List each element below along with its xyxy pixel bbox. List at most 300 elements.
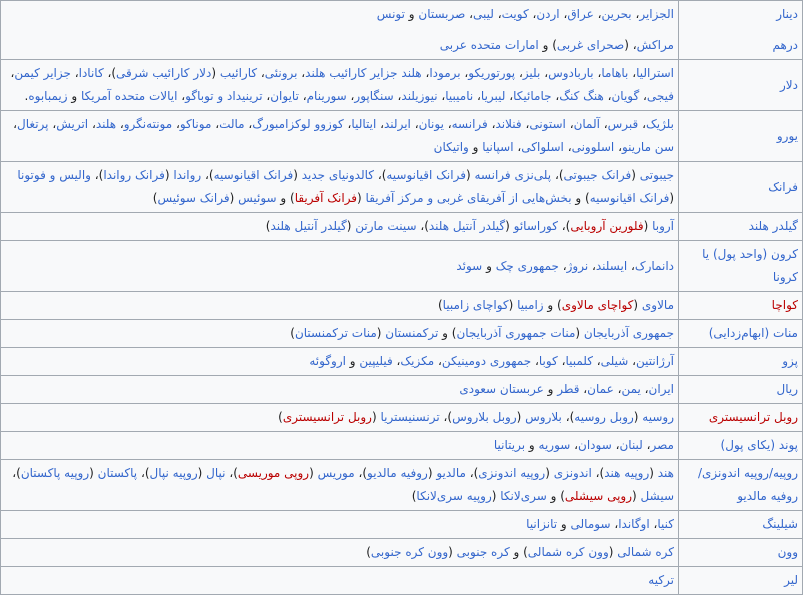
country-link[interactable]: اندونزی bbox=[553, 466, 592, 480]
currency-name-link[interactable]: روپیه/روپیه اندونزی/روفیه مالدیو bbox=[698, 466, 798, 503]
currency-name-cell bbox=[679, 111, 803, 162]
country-link[interactable]: روفیه مالدیو bbox=[367, 466, 428, 480]
country-link[interactable]: سورینام bbox=[306, 89, 347, 103]
currency-name-link[interactable]: پزو bbox=[782, 354, 798, 368]
separator-text: و bbox=[482, 258, 496, 273]
currency-name-cell bbox=[679, 320, 803, 348]
separator-text: ، bbox=[557, 354, 566, 368]
separator-text: ، bbox=[70, 66, 79, 80]
countries-cell bbox=[1, 241, 679, 292]
country-link[interactable]: فرانک اقیانوسیه bbox=[213, 168, 294, 182]
separator-text: ، bbox=[262, 89, 271, 103]
country-link[interactable]: صربستان bbox=[418, 7, 466, 21]
separator-text: ( bbox=[89, 466, 98, 480]
country-link[interactable]: لبنان bbox=[619, 438, 643, 452]
country-link[interactable]: آلمان bbox=[573, 117, 600, 131]
country-link[interactable]: سن مارینو bbox=[621, 140, 674, 154]
currency-name-link[interactable]: یورو bbox=[776, 128, 798, 143]
separator-text: ، bbox=[628, 354, 637, 368]
country-link[interactable]: کره شمالی bbox=[617, 545, 674, 559]
currency-name-line bbox=[683, 74, 798, 97]
separator-text: و bbox=[543, 382, 558, 396]
currency-name-cell bbox=[679, 404, 803, 432]
country-link[interactable]: اسپانیا bbox=[482, 140, 514, 154]
separator-text: ، bbox=[437, 89, 446, 103]
countries-line bbox=[5, 113, 674, 159]
currency-name-link[interactable]: ریال bbox=[776, 382, 798, 396]
separator-text: ، bbox=[376, 117, 384, 131]
country-link[interactable]: بلیز bbox=[522, 66, 541, 80]
countries-cell bbox=[1, 539, 679, 567]
separator-text: و bbox=[468, 140, 483, 154]
separator-text: )، bbox=[12, 466, 21, 480]
separator-text: ، bbox=[631, 7, 640, 21]
country-link[interactable]: کارائیب bbox=[219, 66, 258, 80]
country-link[interactable]: منات جمهوری آذربایجان bbox=[456, 326, 576, 340]
separator-text: )، bbox=[90, 168, 104, 182]
currency-name-link[interactable]: دلار bbox=[780, 77, 798, 92]
missing-article-link[interactable]: روپی سیشلی bbox=[564, 489, 633, 503]
country-link[interactable]: برونئی bbox=[264, 66, 298, 80]
currency-row-euro bbox=[1, 111, 803, 162]
currency-name-cell bbox=[679, 292, 803, 320]
country-link[interactable]: جمهوری چک bbox=[495, 258, 559, 273]
separator-text: و bbox=[404, 7, 419, 21]
country-link[interactable]: اسلواکی bbox=[521, 140, 564, 154]
countries-line bbox=[5, 462, 674, 508]
country-link[interactable]: کواچای زامبیا bbox=[442, 298, 509, 312]
separator-text: ، bbox=[298, 89, 307, 103]
countries-cell bbox=[1, 432, 679, 460]
separator-text: ( bbox=[508, 298, 518, 312]
currency-name-link[interactable]: کرون (واحد پول) یا کرونا bbox=[702, 247, 798, 284]
country-link[interactable]: ایسلند bbox=[595, 258, 628, 273]
country-link[interactable]: سوئیس bbox=[238, 191, 277, 205]
countries-cell bbox=[1, 162, 679, 213]
country-link[interactable]: نیوزیلند bbox=[401, 89, 438, 103]
country-link[interactable]: اسلوونی bbox=[571, 140, 615, 154]
separator-text: ) و bbox=[509, 545, 528, 559]
separator-text: ، bbox=[593, 7, 602, 21]
currency-name-cell bbox=[679, 241, 803, 292]
country-link[interactable]: تایوان bbox=[270, 89, 299, 103]
country-link[interactable]: سنگاپور bbox=[354, 89, 394, 103]
separator-text: ( bbox=[427, 466, 437, 480]
separator-text: ، bbox=[627, 258, 635, 273]
separator-text: ) و bbox=[276, 191, 295, 205]
country-link[interactable]: بلاروس bbox=[525, 410, 562, 424]
separator-text: ) bbox=[437, 298, 443, 312]
country-link[interactable]: هنگ کنگ bbox=[559, 89, 604, 103]
country-link[interactable]: باربادوس bbox=[548, 66, 594, 80]
countries-line bbox=[5, 3, 674, 26]
country-link[interactable]: سومالی bbox=[570, 517, 611, 531]
currency-name-line bbox=[683, 513, 798, 536]
country-link[interactable]: فرانک جیبوتی bbox=[563, 168, 632, 182]
separator-text: ، bbox=[460, 66, 469, 80]
separator-text: ) bbox=[278, 410, 283, 424]
countries-line bbox=[5, 34, 674, 57]
currency-name-cell bbox=[679, 539, 803, 567]
separator-text: ، bbox=[443, 117, 452, 131]
country-link[interactable]: والیس و فوتونا bbox=[17, 168, 91, 182]
separator-text: ( bbox=[164, 168, 174, 182]
country-link[interactable]: وون کره شمالی bbox=[527, 545, 609, 559]
separator-text: ( bbox=[669, 191, 674, 205]
country-link[interactable]: ترنسنیستریا bbox=[380, 410, 440, 424]
country-link[interactable]: سوریه bbox=[538, 438, 571, 452]
country-link[interactable]: کلمبیا bbox=[565, 354, 593, 368]
separator-text: ( bbox=[608, 545, 618, 559]
country-link[interactable]: اتریش bbox=[56, 117, 89, 131]
currency-name-link[interactable]: فرانک bbox=[768, 179, 798, 194]
currency-table-body bbox=[1, 1, 803, 595]
separator-text: ) و bbox=[543, 298, 562, 312]
currency-name-line bbox=[683, 34, 798, 57]
currency-name-link[interactable]: گیلدر هلند bbox=[748, 219, 798, 233]
country-link[interactable]: سری‌لانکا bbox=[500, 489, 547, 503]
separator-text: ) bbox=[411, 489, 417, 503]
separator-text: ، bbox=[48, 117, 57, 131]
country-link[interactable]: ترکیه bbox=[648, 573, 674, 587]
separator-text: )، bbox=[354, 466, 368, 480]
currency-name-link[interactable]: روبل ترانسیستری bbox=[708, 410, 798, 424]
country-link[interactable]: کوبا bbox=[538, 354, 558, 368]
country-link[interactable]: ترکمنستان bbox=[385, 326, 439, 340]
country-link[interactable]: مالدیو bbox=[436, 466, 466, 480]
country-link[interactable]: بخش‌هایی از آفریقای غربی و مرکز آفریقا bbox=[365, 191, 572, 205]
separator-text: ( bbox=[633, 410, 643, 424]
countries-cell bbox=[1, 1, 679, 60]
country-link[interactable]: موناکو bbox=[179, 117, 212, 131]
currency-row-krone bbox=[1, 241, 803, 292]
missing-article-link[interactable]: روبل ترانسیستری bbox=[282, 410, 372, 424]
country-link[interactable]: لیبی bbox=[473, 7, 494, 21]
countries-line bbox=[5, 322, 674, 345]
country-link[interactable]: لوکزامبورگ bbox=[252, 117, 311, 131]
country-link[interactable]: پلی‌نزی فرانسه bbox=[474, 168, 552, 182]
separator-text: ، bbox=[640, 382, 649, 396]
separator-text: ، bbox=[346, 89, 355, 103]
country-link[interactable]: مالاوی bbox=[641, 298, 674, 312]
country-link[interactable]: سینت مارتن bbox=[355, 219, 417, 233]
currency-row-dollar bbox=[1, 60, 803, 111]
country-link[interactable]: ایتالیا bbox=[351, 117, 377, 131]
country-link[interactable]: پرتغال bbox=[17, 117, 49, 131]
currency-row-won bbox=[1, 539, 803, 567]
countries-line bbox=[5, 569, 674, 592]
country-link[interactable]: فرانک اقیانوسیه bbox=[589, 191, 670, 205]
separator-text: ، bbox=[473, 89, 481, 103]
countries-cell bbox=[1, 292, 679, 320]
country-link[interactable]: یونان bbox=[418, 117, 444, 131]
country-link[interactable]: فرانسه bbox=[451, 117, 488, 131]
countries-line bbox=[5, 434, 674, 457]
separator-text: )، bbox=[561, 410, 575, 424]
missing-article-link[interactable]: فلورین آروبایی bbox=[570, 219, 644, 233]
separator-text: ( bbox=[197, 466, 207, 480]
currency-name-link[interactable]: دینار bbox=[776, 7, 798, 21]
separator-text: ) و bbox=[538, 38, 557, 52]
country-link[interactable]: لیبریا bbox=[480, 89, 506, 103]
countries-cell bbox=[1, 404, 679, 432]
separator-text: )، bbox=[591, 466, 605, 480]
country-link[interactable]: روپیه هند bbox=[604, 466, 650, 480]
country-link[interactable]: کوزوو bbox=[314, 117, 344, 131]
country-link[interactable]: روسیه bbox=[642, 410, 674, 424]
country-link[interactable]: کره جنوبی bbox=[456, 545, 510, 559]
separator-text: ، bbox=[579, 382, 588, 396]
country-link[interactable]: نروژ bbox=[566, 258, 589, 273]
separator-text: ، bbox=[565, 117, 574, 131]
separator-text: ، bbox=[172, 117, 180, 131]
country-link[interactable]: زامبیا bbox=[517, 298, 544, 312]
separator-text: ، bbox=[393, 89, 402, 103]
currency-row-rial bbox=[1, 376, 803, 404]
separator-text: ، bbox=[116, 117, 124, 131]
currency-name-line bbox=[683, 243, 798, 289]
countries-line bbox=[5, 378, 674, 401]
separator-text: ، bbox=[257, 66, 265, 80]
separator-text: ، bbox=[392, 354, 401, 368]
separator-text: ( bbox=[491, 489, 501, 503]
currency-name-link[interactable]: پوند (یکای پول) bbox=[720, 438, 798, 452]
country-link[interactable]: استرالیا bbox=[636, 66, 674, 80]
country-link[interactable]: موریس bbox=[317, 466, 355, 480]
countries-line bbox=[5, 215, 674, 238]
separator-text: و bbox=[345, 354, 360, 368]
country-link[interactable]: ایالات متحده آمریکا bbox=[80, 89, 178, 103]
separator-text: ، bbox=[628, 66, 637, 80]
currency-name-link[interactable]: لیر bbox=[784, 573, 798, 587]
country-link[interactable]: نپال bbox=[206, 466, 226, 480]
country-link[interactable]: فیلیپین bbox=[359, 354, 393, 368]
country-link[interactable]: قبرس bbox=[607, 117, 639, 131]
country-link[interactable]: صحرای غربی bbox=[556, 38, 625, 52]
separator-text: ، bbox=[10, 66, 15, 80]
country-link[interactable]: زیمبابوه bbox=[28, 89, 68, 103]
currency-name-line bbox=[683, 541, 798, 564]
separator-text: ، bbox=[551, 89, 560, 103]
country-link[interactable]: یمن bbox=[621, 382, 641, 396]
currency-row-ruble bbox=[1, 404, 803, 432]
currency-name-line bbox=[683, 215, 798, 238]
country-link[interactable]: بلژیک bbox=[645, 117, 674, 131]
missing-article-link[interactable]: کواچای مالاوی bbox=[561, 298, 634, 312]
country-link[interactable]: تانزانیا bbox=[526, 517, 558, 531]
currency-row-pound bbox=[1, 432, 803, 460]
currency-name-cell bbox=[679, 213, 803, 241]
country-link[interactable]: قطر bbox=[557, 382, 580, 396]
country-link[interactable]: روپیه سری‌لانکا bbox=[416, 489, 492, 503]
country-link[interactable]: گیلدر آنتیل هلند bbox=[270, 219, 347, 233]
country-link[interactable]: اوگاندا bbox=[618, 517, 650, 531]
separator-text: ( bbox=[643, 219, 653, 233]
countries-line bbox=[5, 513, 674, 536]
country-link[interactable]: استونی bbox=[529, 117, 566, 131]
separator-text: ، bbox=[505, 89, 514, 103]
country-link[interactable]: هند bbox=[657, 466, 674, 480]
country-link[interactable]: واتیکان bbox=[433, 140, 469, 154]
separator-text: ، bbox=[521, 117, 530, 131]
country-link[interactable]: فرانک اقیانوسیه bbox=[386, 168, 466, 182]
countries-line bbox=[5, 541, 674, 564]
country-link[interactable]: کوراسائو bbox=[513, 219, 558, 233]
separator-text: )، bbox=[137, 466, 150, 480]
separator-text: ( bbox=[505, 219, 514, 233]
separator-text: ( bbox=[516, 410, 526, 424]
country-link[interactable]: ایرلند bbox=[384, 117, 411, 131]
separator-text: ، bbox=[563, 140, 572, 154]
country-link[interactable]: گیلدر آنتیل هلند bbox=[428, 219, 506, 233]
countries-line bbox=[5, 62, 674, 108]
country-link[interactable]: اروگوئه bbox=[309, 354, 346, 368]
separator-text: ) و bbox=[438, 326, 457, 340]
country-link[interactable]: مصر bbox=[650, 438, 674, 452]
separator-text: ، bbox=[88, 117, 96, 131]
separator-text: ، bbox=[410, 117, 419, 131]
separator-text: ( bbox=[346, 219, 356, 233]
country-link[interactable]: امارات متحده عربی bbox=[439, 38, 539, 52]
currency-name-link[interactable]: وون bbox=[777, 545, 798, 559]
country-link[interactable]: جامائیکا bbox=[513, 89, 552, 103]
separator-text: ، bbox=[588, 258, 596, 273]
countries-cell bbox=[1, 511, 679, 539]
country-link[interactable]: کنیا bbox=[657, 517, 674, 531]
country-link[interactable]: روبل روسیه bbox=[574, 410, 634, 424]
separator-text: )، bbox=[374, 168, 387, 182]
country-link[interactable]: دانمارک bbox=[634, 258, 674, 273]
country-link[interactable]: جیبوتی bbox=[639, 168, 674, 182]
country-link[interactable]: آرژانتین bbox=[636, 354, 674, 368]
country-link[interactable]: فنلاند bbox=[495, 117, 522, 131]
currency-name-line bbox=[683, 3, 798, 26]
country-link[interactable]: منات ترکمنستان bbox=[294, 326, 377, 340]
country-link[interactable]: کانادا bbox=[78, 66, 104, 80]
separator-text: ) bbox=[366, 545, 371, 559]
country-link[interactable]: روبل بلاروس bbox=[452, 410, 517, 424]
currency-row-franc bbox=[1, 162, 803, 213]
currency-name-line bbox=[683, 176, 798, 199]
currency-name-line bbox=[683, 294, 798, 317]
separator-text: ( bbox=[357, 191, 366, 205]
country-link[interactable]: فرانک رواندا bbox=[103, 168, 165, 182]
country-link[interactable]: باهاما bbox=[601, 66, 629, 80]
country-link[interactable]: گویان bbox=[611, 89, 640, 103]
country-link[interactable]: نامیبیا bbox=[445, 89, 474, 103]
country-link[interactable]: ایران bbox=[648, 382, 674, 396]
currency-name-line bbox=[683, 406, 798, 429]
country-link[interactable]: کالدونیای جدید bbox=[301, 168, 374, 182]
country-link[interactable]: عربستان سعودی bbox=[459, 382, 544, 396]
country-link[interactable]: جمهوری دومینیکن bbox=[441, 354, 532, 368]
currency-name-cell bbox=[679, 348, 803, 376]
currency-name-cell bbox=[679, 162, 803, 213]
country-link[interactable]: مراکش bbox=[636, 38, 674, 52]
country-link[interactable]: پورتوریکو bbox=[468, 66, 516, 80]
separator-text: ، bbox=[603, 89, 612, 103]
country-link[interactable]: روپیه نپال bbox=[149, 466, 198, 480]
country-link[interactable]: پاکستان bbox=[97, 466, 138, 480]
separator-text: ، bbox=[13, 117, 18, 131]
currency-name-link[interactable]: کواچا bbox=[771, 298, 798, 312]
country-link[interactable]: هلند جزایر کارائیب هلند bbox=[305, 66, 422, 80]
separator-text: ، bbox=[614, 140, 622, 154]
currency-name-line bbox=[683, 462, 798, 508]
currency-name-link[interactable]: شیلینگ bbox=[762, 517, 798, 531]
separator-text: ، bbox=[610, 517, 619, 531]
currency-name-link[interactable]: درهم bbox=[772, 38, 798, 52]
separator-text: ) bbox=[152, 191, 158, 205]
country-link[interactable]: جزایر کیمن bbox=[14, 66, 71, 80]
countries-cell bbox=[1, 320, 679, 348]
country-link[interactable]: بریتانیا bbox=[493, 438, 526, 452]
country-link[interactable]: برمودا bbox=[429, 66, 461, 80]
separator-text: )، bbox=[201, 168, 214, 182]
country-link[interactable]: مالت bbox=[219, 117, 245, 131]
separator-text: )، bbox=[557, 219, 571, 233]
country-link[interactable]: فرانک سوئیس bbox=[157, 191, 230, 205]
country-link[interactable]: مکزیک bbox=[400, 354, 435, 368]
country-link[interactable]: فیجی bbox=[646, 89, 674, 103]
country-link[interactable]: هلند bbox=[95, 117, 117, 131]
country-link[interactable]: روپیه اندونزی bbox=[478, 466, 546, 480]
country-link[interactable]: کویت bbox=[501, 7, 529, 21]
country-link[interactable]: وون کره جنوبی bbox=[370, 545, 449, 559]
separator-text: ( bbox=[371, 410, 381, 424]
country-link[interactable]: سیشل bbox=[640, 489, 674, 503]
separator-text: و bbox=[557, 517, 571, 531]
country-link[interactable]: جمهوری آذربایجان bbox=[583, 326, 674, 340]
country-link[interactable]: اردن bbox=[536, 7, 560, 21]
currency-name-cell bbox=[679, 60, 803, 111]
country-link[interactable]: سودان bbox=[578, 438, 612, 452]
currency-name-line bbox=[683, 125, 798, 148]
country-link[interactable]: مونته‌نگرو bbox=[123, 117, 173, 131]
separator-text: ) و bbox=[546, 489, 565, 503]
country-link[interactable]: ترینیداد و توباگو bbox=[185, 89, 263, 103]
separator-text: ، ( bbox=[624, 38, 637, 52]
country-link[interactable]: روپیه پاکستان bbox=[20, 466, 90, 480]
country-link[interactable]: دلار کارائیب شرقی bbox=[116, 66, 212, 80]
countries-cell bbox=[1, 60, 679, 111]
separator-text: ( bbox=[211, 66, 220, 80]
country-link[interactable]: تونس bbox=[376, 7, 405, 21]
country-link[interactable]: الجزایر bbox=[639, 7, 674, 21]
country-link[interactable]: عراق bbox=[567, 7, 594, 21]
currency-name-link[interactable]: منات (ابهام‌زدایی) bbox=[708, 326, 798, 340]
separator-text: )، bbox=[103, 66, 117, 80]
separator-text: ، bbox=[611, 438, 620, 452]
countries-cell bbox=[1, 376, 679, 404]
separator-text: ، bbox=[297, 66, 306, 80]
currency-name-cell bbox=[679, 460, 803, 511]
missing-article-link[interactable]: روپی موریسی bbox=[237, 466, 310, 480]
separator-text: ، bbox=[434, 354, 442, 368]
country-link[interactable]: بحرین bbox=[601, 7, 632, 21]
country-link[interactable]: آروبا bbox=[652, 219, 674, 233]
currency-name-cell bbox=[679, 511, 803, 539]
separator-text: ( bbox=[575, 326, 584, 340]
country-link[interactable]: عمان bbox=[587, 382, 614, 396]
separator-text: ( bbox=[631, 168, 640, 182]
separator-text: ، bbox=[592, 354, 601, 368]
separator-text: )، bbox=[551, 168, 564, 182]
country-link[interactable]: سوئد bbox=[456, 258, 483, 273]
country-link[interactable]: شیلی bbox=[600, 354, 629, 368]
missing-article-link[interactable]: فرانک آفریقا bbox=[294, 191, 358, 205]
country-link[interactable]: رواندا bbox=[173, 168, 202, 182]
